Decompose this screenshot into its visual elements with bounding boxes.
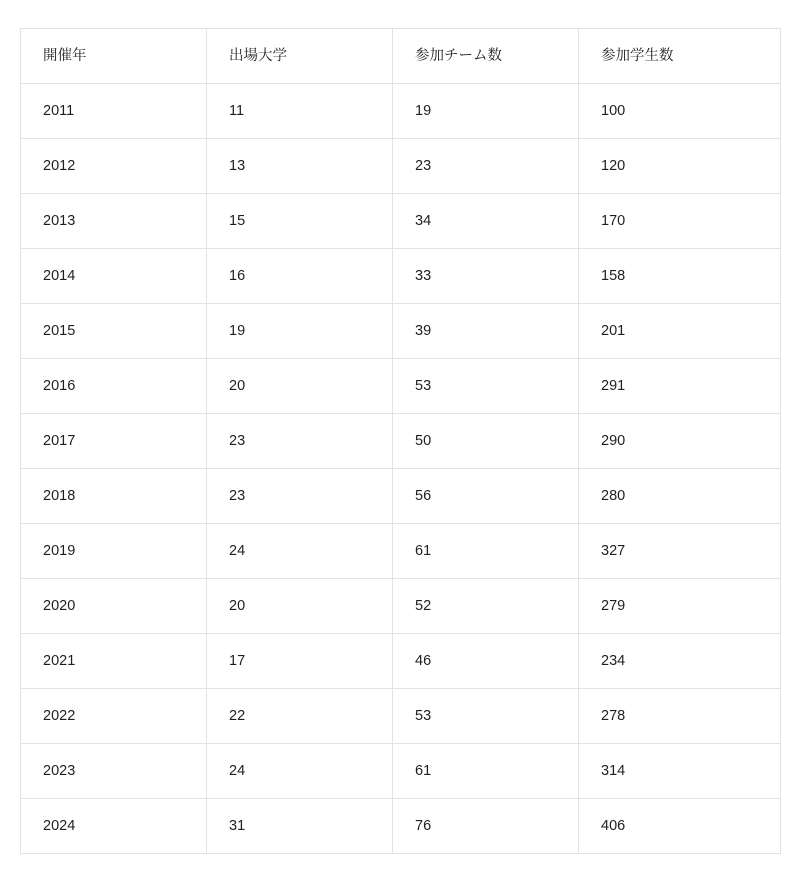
cell-year: 2011 (21, 84, 207, 139)
cell-teams: 19 (393, 84, 579, 139)
cell-year: 2015 (21, 304, 207, 359)
cell-year: 2020 (21, 579, 207, 634)
cell-teams: 61 (393, 744, 579, 799)
cell-students: 170 (579, 194, 781, 249)
cell-year: 2021 (21, 634, 207, 689)
column-header-universities: 出場大学 (207, 29, 393, 84)
cell-universities: 24 (207, 524, 393, 579)
cell-students: 280 (579, 469, 781, 524)
participation-statistics-table (20, 28, 781, 854)
cell-teams: 23 (393, 139, 579, 194)
table-body (21, 84, 781, 854)
table-header (21, 29, 781, 84)
cell-universities: 11 (207, 84, 393, 139)
cell-year: 2014 (21, 249, 207, 304)
cell-universities: 23 (207, 469, 393, 524)
cell-students: 279 (579, 579, 781, 634)
column-header-year: 開催年 (21, 29, 207, 84)
table-row (21, 249, 781, 304)
cell-students: 201 (579, 304, 781, 359)
cell-teams: 76 (393, 799, 579, 854)
cell-students: 100 (579, 84, 781, 139)
cell-teams: 39 (393, 304, 579, 359)
table-row (21, 304, 781, 359)
table-row (21, 744, 781, 799)
cell-students: 290 (579, 414, 781, 469)
column-header-students: 参加学生数 (579, 29, 781, 84)
cell-universities: 17 (207, 634, 393, 689)
cell-universities: 20 (207, 579, 393, 634)
table-row (21, 634, 781, 689)
cell-year: 2018 (21, 469, 207, 524)
table-row (21, 414, 781, 469)
table-row (21, 579, 781, 634)
cell-universities: 24 (207, 744, 393, 799)
cell-year: 2023 (21, 744, 207, 799)
cell-teams: 46 (393, 634, 579, 689)
cell-students: 327 (579, 524, 781, 579)
cell-universities: 22 (207, 689, 393, 744)
cell-students: 406 (579, 799, 781, 854)
cell-students: 291 (579, 359, 781, 414)
cell-teams: 50 (393, 414, 579, 469)
cell-teams: 61 (393, 524, 579, 579)
cell-teams: 34 (393, 194, 579, 249)
table-row (21, 359, 781, 414)
cell-students: 120 (579, 139, 781, 194)
table-row (21, 799, 781, 854)
table-row (21, 524, 781, 579)
cell-year: 2019 (21, 524, 207, 579)
table-row (21, 469, 781, 524)
cell-teams: 56 (393, 469, 579, 524)
cell-year: 2022 (21, 689, 207, 744)
cell-students: 234 (579, 634, 781, 689)
cell-year: 2013 (21, 194, 207, 249)
cell-teams: 52 (393, 579, 579, 634)
table-row (21, 84, 781, 139)
table-row (21, 689, 781, 744)
cell-year: 2016 (21, 359, 207, 414)
cell-universities: 16 (207, 249, 393, 304)
cell-teams: 53 (393, 689, 579, 744)
cell-universities: 31 (207, 799, 393, 854)
cell-universities: 20 (207, 359, 393, 414)
cell-teams: 53 (393, 359, 579, 414)
cell-teams: 33 (393, 249, 579, 304)
cell-year: 2017 (21, 414, 207, 469)
column-header-teams: 参加チーム数 (393, 29, 579, 84)
table-header-row (21, 29, 781, 84)
table-row (21, 194, 781, 249)
cell-universities: 19 (207, 304, 393, 359)
cell-universities: 15 (207, 194, 393, 249)
cell-students: 158 (579, 249, 781, 304)
cell-students: 314 (579, 744, 781, 799)
cell-universities: 23 (207, 414, 393, 469)
cell-universities: 13 (207, 139, 393, 194)
cell-students: 278 (579, 689, 781, 744)
cell-year: 2024 (21, 799, 207, 854)
table-row (21, 139, 781, 194)
cell-year: 2012 (21, 139, 207, 194)
